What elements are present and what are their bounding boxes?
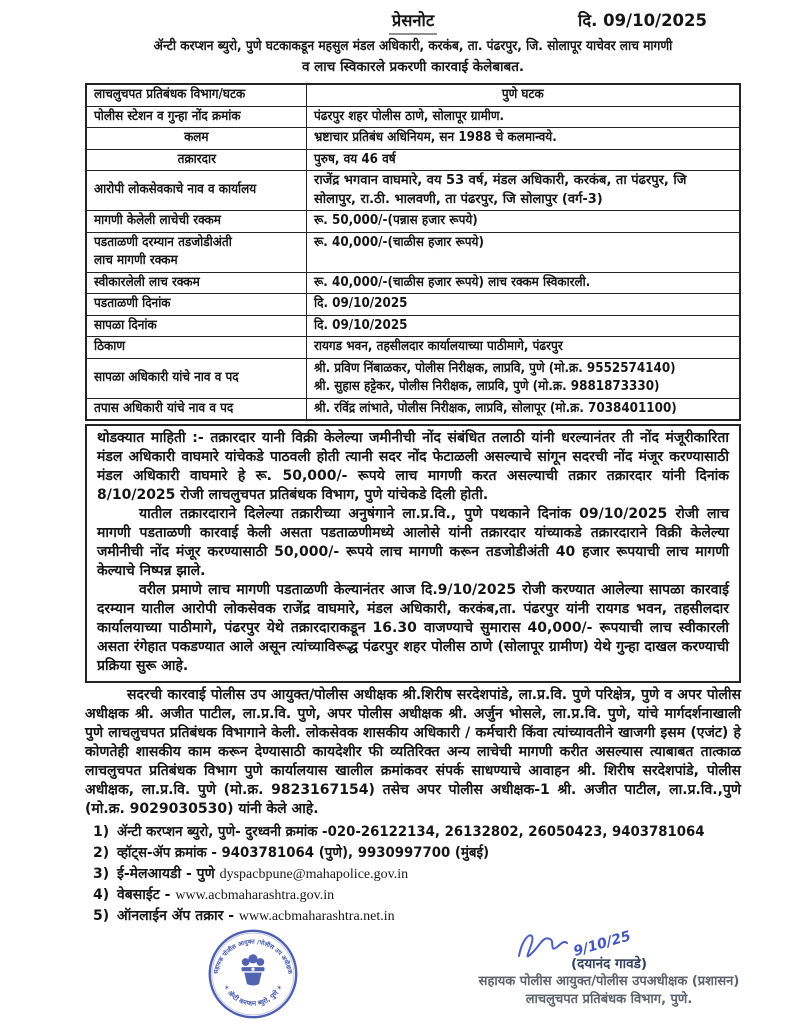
table-row bbox=[86, 294, 740, 316]
contact-list-item: 4) वेबसाईट - www.acbmaharashtra.gov.in bbox=[93, 887, 335, 903]
table-row-value: राजेंद्र भगवान वाघमारे, वय 53 वर्ष, मंडल अधिकारी, करकंब, ता पंढरपुर, जि सोलापुर, रा.ठी. भालवणी, ता पंढरपुर, जि सोलापुर (वर्ग-3) bbox=[307, 171, 741, 211]
seal-arc-top-text: सहायक पोलीस आयुक्त /पोलीस उप अधीक्षक bbox=[212, 938, 294, 975]
table-row bbox=[86, 84, 740, 106]
signatory-designation: सहायक पोलीस आयुक्त/पोलीस उपअधीक्षक (प्रशासन) bbox=[478, 974, 740, 989]
seal-arc-bottom-text: ✶ ॲन्टी करप्शन ब्युरो, पुणे ✶ bbox=[221, 983, 285, 1008]
table-row bbox=[86, 106, 740, 128]
table-row-value: भ्रष्टाचार प्रतिबंध अधिनियम, सन 1988 चे कलमान्वये. bbox=[307, 128, 741, 150]
table-row-label: लाचलुचपत प्रतिबंधक विभाग/घटक bbox=[86, 84, 307, 106]
table-row-value: पुणे घटक bbox=[307, 84, 741, 106]
table-row-label: तपास अधिकारी यांचे नाव व पद bbox=[86, 398, 307, 420]
table-row bbox=[86, 232, 740, 272]
table-row-value: पुरुष, वय 46 वर्ष bbox=[307, 149, 741, 171]
table-row bbox=[86, 128, 740, 150]
table-row-value: रू. 50,000/-(पन्नास हजार रूपये) bbox=[307, 211, 741, 233]
stamps-area bbox=[85, 926, 741, 1022]
summary-paragraph-1: थोडक्यात माहिती :- तक्रारदार यानी विक्री केलेल्या जमीनीची नोंद संबंधित तलाठी यांनी धरल्यानंतर ती नोंद मंजूरीकारिता मंडल अधिकारी वाघमारे यांचेकडे पाठवली होती त्यानी सदर नोंद फेटाळली असल्याचे सांगून सदरची नोंद मंजूर करण्यासाठी मंडल अधिकारी वाघमारे हे रू. 50,000/- रूपये लाच मागणी करत असल्याची तक्रार तक्रारदार यांनी दिनांक 8/10/2025 रोजी लाचलुचपत प्रतिबंधक विभाग, पुणे यांचेकडे दिली होती. bbox=[97, 430, 729, 503]
summary-lead: थोडक्यात माहिती :- bbox=[97, 430, 204, 446]
official-round-seal bbox=[207, 928, 299, 1020]
signatory-department: लाचलुचपत प्रतिबंधक विभाग, पुणे. bbox=[525, 991, 693, 1007]
table-row-label: ठिकाण bbox=[86, 337, 307, 359]
table-row-label: पडताळणी दिनांक bbox=[86, 294, 307, 316]
subject-line-1: ॲन्टी करप्शन ब्युरो, पुणे घटकाकडून महसुल मंडल अधिकारी, करकंब, ता. पंढरपुर, जि. सोलापूर याचेवर लाच मागणी bbox=[153, 38, 673, 54]
email-address: dyspacbpune@mahapolice.gov.in bbox=[219, 867, 409, 882]
header bbox=[85, 10, 741, 34]
table-row bbox=[86, 149, 740, 171]
table-row bbox=[86, 272, 740, 294]
press-note-date: दि. 09/10/2025 bbox=[578, 11, 707, 30]
ashoka-emblem-icon bbox=[242, 954, 265, 985]
table-row-label: पोलीस स्टेशन व गुन्हा नोंद क्रमांक bbox=[86, 106, 307, 128]
table-row-value: श्री. प्रविण निंबाळकर, पोलीस निरीक्षक, लाप्रवि, पुणे (मो.क्र. 9552574140) श्री. सुहास हट्टेकर, पोलीस निरीक्षक, लाप्रवि, पुणे (मो.क्र. 9881873330) bbox=[307, 358, 741, 398]
case-detail-table bbox=[85, 83, 741, 421]
table-row-value: रायगड भवन, तहसीलदार कार्यालयाच्या पाठीमागे, पंढरपुर bbox=[307, 337, 741, 359]
summary-paragraph-3: वरील प्रमाणे लाच मागणी पडताळणी केल्यानंतर आज दि.9/10/2025 रोजी करण्यात आलेल्या सापळा कारवाई दरम्यान यातील आरोपी लोकसेवक राजेंद्र वाघमारे, मंडल अधिकारी, करकंब,ता. पंढरपुर यांनी रायगड भवन, तहसीलदार कार्यालयाच्या पाठीमागे, पंढरपुर येथे तक्रारदाराकडून 16.30 वाजण्याचे सुमारास 40,000/- रूपयाची लाच स्वीकारली असता रंगेहात पकडण्यात आले असून त्यांच्याविरूद्ध पंढरपुर शहर पोलीस ठाणे (सोलापूर ग्रामीण) येथे गुन्हा दाखल करण्याची प्रक्रिया सुरू आहे. bbox=[97, 582, 729, 674]
contact-list bbox=[85, 822, 741, 927]
complaint-portal-url: www.acbmaharashtra.net.in bbox=[238, 909, 395, 924]
table-row-label: कलम bbox=[86, 128, 307, 150]
contact-list-item: 3) ई-मेलआयडी - पुणे dyspacbpune@mahapolice.gov.in bbox=[93, 866, 409, 882]
table-row-value: पंढरपुर शहर पोलीस ठाणे, सोलापूर ग्रामीण. bbox=[307, 106, 741, 128]
table-row-label: सापळा अधिकारी यांचे नाव व पद bbox=[86, 358, 307, 398]
table-row-label: मागणी केलेली लाचेची रक्कम bbox=[86, 211, 307, 233]
subject bbox=[85, 36, 741, 78]
table-row-label: आरोपी लोकसेवकाचे नाव व कार्यालय bbox=[86, 171, 307, 211]
table-row-value: रू. 40,000/-(चाळीस हजार रूपये) bbox=[307, 232, 741, 272]
website-url: www.acbmaharashtra.gov.in bbox=[175, 888, 335, 903]
contact-list-item: 2) व्हॉट्स-ॲप क्रमांक - 9403781064 (पुणे), 9930997700 (मुंबई) bbox=[93, 845, 490, 861]
table-row-label: पडताळणी दरम्यान तडजोडीअंती लाच मागणी रक्कम bbox=[86, 232, 307, 272]
table-row-value: श्री. रविंद्र लांभाते, पोलीस निरीक्षक, लाप्रवि, सोलापूर (मो.क्र. 7038401100) bbox=[307, 398, 741, 420]
table-row bbox=[86, 358, 740, 398]
table-row bbox=[86, 211, 740, 233]
table-row bbox=[86, 398, 740, 420]
signature-date: 9/10/25 bbox=[571, 928, 633, 960]
table-row bbox=[86, 171, 740, 211]
subject-line-2: व लाच स्विकारले प्रकरणी कारवाई केलेबाबत. bbox=[301, 59, 525, 75]
summary-paragraph-2: यातील तक्रारदाराने दिलेल्या तक्रारीच्या अनुषंगाने ला.प्र.वि., पुणे पथकाने दिनांक 09/10/2025 रोजी लाच मागणी पडताळणी कारवाई केली असता पडताळणीमध्ये आलोसे यांनी तक्रारदार यांच्याकडे तक्रारदाराने विक्री केलेल्या जमीनीची नोंद मंजूर करण्यासाठी 50,000/- रूपये लाच मागणी करून तडजोडीअंती 40 हजार रूपयाची लाच मागणी केल्याचे निष्पन्न झाले. bbox=[97, 506, 729, 579]
table-row-label: सापळा दिनांक bbox=[86, 315, 307, 337]
summary-box bbox=[85, 424, 741, 683]
closing-paragraph: सदरची कारवाई पोलीस उप आयुक्त/पोलीस अधीक्षक श्री.शिरीष सरदेशपांडे, ला.प्र.वि. पुणे परिक्षेत्र, पुणे व अपर पोलीस अधीक्षक श्री. अजीत पाटील, ला.प्र.वि. पुणे, अपर पोलीस अधीक्षक श्री. अर्जुन भोसले, ला.प्र.वि. पुणे, यांचे मार्गदर्शनाखाली पुणे लाचलुचपत प्रतिबंधक विभागाने केली. लोकसेवक शासकीय अधिकारी / कर्मचारी किंवा त्यांच्यावतीने खाजगी इसम (एजंट) हे कोणतेही शासकीय काम करून देण्यासाठी कायदेशीर फी व्यतिरिक्त अन्य लाचेची मागणी करीत असल्यास त्याबाबत तात्काळ लाचलुचपत प्रतिबंधक विभाग पुणे कार्यालयास खालील क्रमांकवर संपर्क साधण्याचे आवाहन श्री. शिरीष सरदेशपांडे, पोलीस अधीक्षक, ला.प्र.वि. पुणे (मो.क्र. 9823167154) तसेच अपर पोलीस अधीक्षक-1 श्री. अजीत पाटील, ला.प्र.वि.,पुणे (मो.क्र. 9029030530) यांनी केले आहे. bbox=[85, 687, 741, 817]
page-title: प्रेसनोट bbox=[389, 10, 437, 35]
contact-list-item: 5) ऑनलाईन ॲप तक्रार - www.acbmaharashtra.net.in bbox=[93, 908, 395, 924]
signatory-name: (दयानंद गावडे) bbox=[570, 956, 648, 972]
table-row-label: तक्रारदार bbox=[86, 149, 307, 171]
table-row-value: रू. 40,000/-(चाळीस हजार रूपये) लाच रक्कम स्विकारली. bbox=[307, 272, 741, 294]
signature-block bbox=[457, 926, 761, 1008]
table-row bbox=[86, 315, 740, 337]
table-row bbox=[86, 337, 740, 359]
contact-list-item: 1) ॲन्टी करप्शन ब्युरो, पुणे- दुरध्वनी क्रमांक -020-26122134, 26132802, 26050423, 9403781064 bbox=[93, 824, 705, 840]
table-row-value: दि. 09/10/2025 bbox=[307, 294, 741, 316]
table-row-value: दि. 09/10/2025 bbox=[307, 315, 741, 337]
svg-text:✶ ॲन्टी करप्शन ब्युरो, पुणे ✶ bbox=[222, 983, 285, 1007]
table-row-label: स्वीकारलेली लाच रक्कम bbox=[86, 272, 307, 294]
